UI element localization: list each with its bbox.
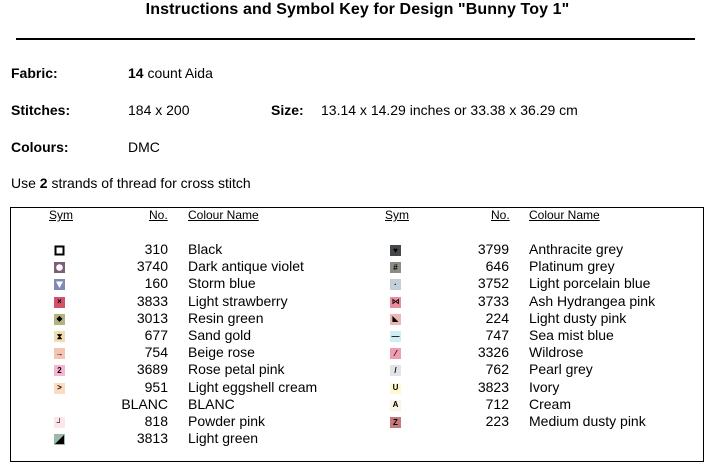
colour-name: Black (188, 241, 223, 257)
stitches-value: 184 x 200 (128, 102, 190, 118)
header-sym-left: Sym (49, 208, 73, 222)
colour-name: Storm blue (188, 275, 256, 292)
greater-than-icon: > (54, 383, 65, 394)
colour-name: Light strawberry (188, 292, 288, 309)
dmc-number: 3740 (136, 258, 168, 275)
hollow-square-icon (54, 245, 65, 256)
fabric-value (128, 65, 213, 81)
digit-two-icon: 2 (54, 365, 65, 376)
dmc-number: BLANC (121, 395, 168, 412)
half-triangle-icon (54, 434, 65, 445)
strands-pre: Use (11, 175, 40, 191)
heart-icon: ♥ (390, 245, 401, 256)
down-triangle-icon (54, 279, 65, 290)
colour-name: Beige rose (188, 344, 255, 361)
colour-name: Cream (529, 395, 572, 412)
dmc-number: 754 (144, 344, 168, 361)
dmc-number: 3799 (477, 241, 509, 257)
dmc-number: 3013 (136, 309, 168, 326)
dmc-number: 223 (485, 413, 509, 429)
colour-name: Medium dusty pink (529, 413, 646, 429)
header-sym-right: Sym (385, 208, 409, 222)
fabric-label: Fabric: (11, 65, 58, 81)
colour-name: Wildrose (529, 344, 584, 361)
slash-icon: ⁄ (390, 348, 401, 359)
strands-post: strands of thread for cross stitch (47, 175, 251, 191)
colour-name: Resin green (188, 309, 264, 326)
forward-slash-icon: / (390, 365, 401, 376)
dmc-number: 3833 (136, 292, 168, 309)
colour-name: Ash Hydrangea pink (529, 292, 656, 309)
dmc-number: 3752 (477, 275, 509, 292)
dmc-number: 646 (485, 258, 509, 275)
dmc-number: 310 (144, 241, 168, 257)
hollow-circle-icon (54, 262, 65, 273)
colours-label: Colours: (11, 139, 69, 155)
strands-instruction (11, 175, 251, 191)
dmc-number: 224 (485, 309, 509, 326)
title-divider (16, 38, 695, 40)
dmc-number: 3733 (477, 292, 509, 309)
colour-name: Light porcelain blue (529, 275, 651, 292)
u-shape-icon: U (390, 383, 401, 394)
colour-name: Light dusty pink (529, 309, 627, 326)
letter-a-icon: A (390, 400, 401, 411)
bowtie-icon: ⋈ (391, 297, 400, 307)
fabric-count: 14 (128, 65, 144, 81)
dmc-number: 160 (144, 275, 168, 292)
colour-name: Sand gold (188, 327, 252, 343)
diamond-icon: ◆ (54, 314, 65, 325)
header-name-left: Colour Name (188, 208, 259, 222)
dmc-number: 3823 (477, 378, 509, 395)
page-title: Instructions and Symbol Key for Design "Bunny Toy 1" (145, 1, 570, 18)
header-name-right: Colour Name (529, 208, 600, 222)
colour-name: Ivory (529, 378, 560, 395)
corner-icon: ┘ (54, 417, 65, 428)
colour-name: Pearl grey (529, 361, 593, 378)
colour-name: Sea mist blue (529, 327, 614, 343)
dmc-number: 747 (485, 327, 509, 343)
colour-name: BLANC (188, 395, 235, 412)
colours-value: DMC (128, 139, 160, 155)
colour-name: Rose petal pink (188, 361, 285, 378)
colour-name: Anthracite grey (529, 241, 624, 257)
right-arrow-icon: → (55, 348, 64, 358)
size-label: Size: (271, 102, 304, 118)
header-no-right: No. (491, 208, 510, 222)
dmc-number: 3689 (136, 361, 168, 378)
header-no-left: No. (149, 208, 168, 222)
dmc-number: 818 (144, 413, 168, 429)
dmc-number: 762 (485, 361, 509, 378)
dmc-number: 3813 (136, 430, 168, 447)
dash-icon: — (391, 331, 400, 341)
dmc-number: 951 (144, 378, 168, 395)
size-value: 13.14 x 14.29 inches or 33.38 x 36.29 cm (321, 102, 578, 118)
strands-count: 2 (39, 175, 48, 191)
dmc-number: 3326 (477, 344, 509, 361)
dot-icon: · (390, 279, 401, 290)
x-mark-icon: × (54, 297, 65, 308)
dmc-number: 712 (485, 395, 509, 412)
dmc-number: 677 (144, 327, 168, 343)
colour-name: Light eggshell cream (188, 378, 318, 395)
colour-name: Platinum grey (529, 258, 615, 275)
letter-z-icon: Z (390, 417, 401, 428)
fabric-type: count Aida (143, 65, 213, 81)
stitches-label: Stitches: (11, 102, 71, 118)
colour-name: Dark antique violet (188, 258, 304, 275)
colour-name: Light green (188, 430, 259, 447)
corner-triangle-icon: ◣ (390, 314, 401, 325)
hash-icon: # (390, 262, 401, 273)
colour-name: Powder pink (188, 413, 266, 429)
hourglass-icon: ⧗ (54, 331, 65, 342)
